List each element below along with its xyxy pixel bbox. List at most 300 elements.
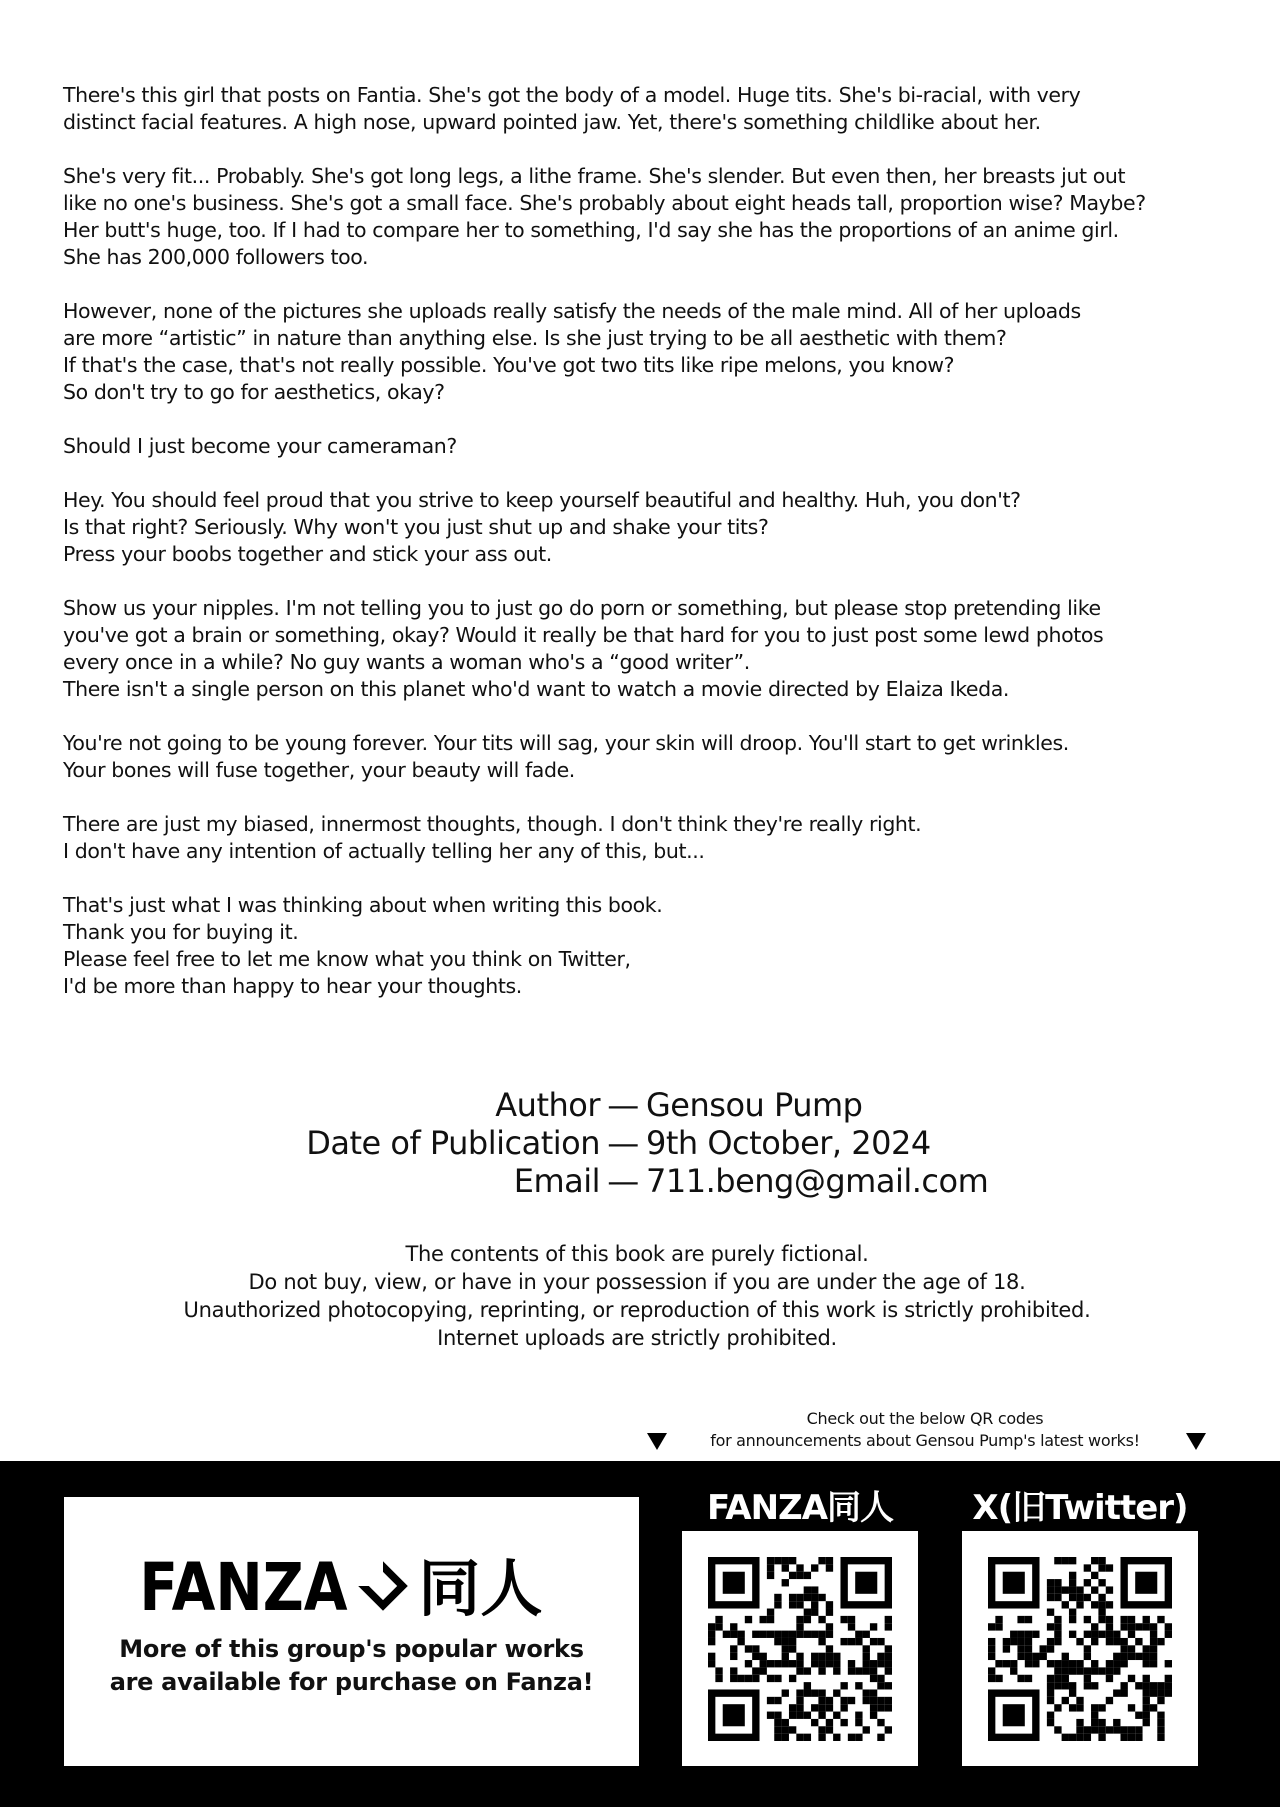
credit-date (0, 1124, 1280, 1162)
qr-module (855, 1712, 862, 1719)
text-line: There's this girl that posts on Fantia. She's got the body of a model. Huge tits. She's bi-racial, with very (63, 83, 1081, 107)
qr-module (782, 1579, 789, 1586)
qr-module (804, 1682, 811, 1689)
qr-module (1098, 1719, 1105, 1726)
qr-module (789, 1675, 796, 1682)
qr-module (789, 1572, 796, 1579)
qr-module (1025, 1675, 1032, 1682)
credit-label: Date of Publication (306, 1124, 600, 1162)
qr-module (1150, 1689, 1157, 1696)
qr-module (1150, 1682, 1157, 1689)
qr-module (1150, 1638, 1157, 1645)
credit-value: 711.beng@gmail.com (646, 1162, 989, 1200)
qr-module (1084, 1594, 1091, 1601)
credit-email (0, 1162, 1280, 1200)
qr-module (1010, 1631, 1017, 1638)
qr-module (1128, 1631, 1135, 1638)
qr-note-line: for announcements about Gensou Pump's latest works! (710, 1431, 1140, 1450)
text-line: Is that right? Seriously. Why won't you just shut up and shake your tits? (63, 515, 769, 539)
qr-module (826, 1609, 833, 1616)
qr-module (1054, 1616, 1061, 1623)
qr-code-fanza[interactable] (682, 1531, 918, 1766)
qr-module (885, 1667, 892, 1674)
text-line: Press your boobs together and stick your ass out. (63, 542, 552, 566)
qr-module (782, 1631, 789, 1638)
qr-module (1106, 1667, 1113, 1674)
qr-module (1150, 1623, 1157, 1630)
qr-module (1135, 1712, 1142, 1719)
qr-module (774, 1557, 781, 1564)
qr-module (1054, 1586, 1061, 1593)
qr-module (774, 1712, 781, 1719)
qr-module (848, 1638, 855, 1645)
qr-module (752, 1667, 759, 1674)
qr-module (811, 1586, 818, 1593)
qr-module (870, 1660, 877, 1667)
qr-module (715, 1675, 722, 1682)
qr-module (811, 1594, 818, 1601)
qr-module (708, 1653, 715, 1660)
qr-module (1098, 1579, 1105, 1586)
text-line: Show us your nipples. I'm not telling you to just go do porn or something, but please stop pretending like (63, 596, 1101, 620)
qr-module (1084, 1675, 1091, 1682)
qr-module (1084, 1616, 1091, 1623)
qr-module (1069, 1616, 1076, 1623)
qr-module (1120, 1653, 1127, 1660)
paragraph (63, 730, 1243, 784)
qr-module (1047, 1638, 1054, 1645)
qr-module (811, 1660, 818, 1667)
qr-module (855, 1631, 862, 1638)
qr-module (1062, 1682, 1069, 1689)
qr-module (1084, 1631, 1091, 1638)
qr-module (1017, 1675, 1024, 1682)
qr-module (804, 1594, 811, 1601)
qr-module (1054, 1623, 1061, 1630)
qr-module (1150, 1653, 1157, 1660)
qr-module (1143, 1660, 1150, 1667)
paragraph (63, 811, 1243, 865)
qr-module (1113, 1660, 1120, 1667)
qr-module (1106, 1697, 1113, 1704)
qr-module (1120, 1726, 1127, 1733)
qr-module (1069, 1572, 1076, 1579)
qr-module (1165, 1631, 1172, 1638)
qr-module (1157, 1719, 1164, 1726)
qr-module (1091, 1719, 1098, 1726)
qr-module (885, 1623, 892, 1630)
qr-module (1098, 1601, 1105, 1608)
qr-module (1025, 1616, 1032, 1623)
qr-module (1113, 1638, 1120, 1645)
qr-module (708, 1623, 715, 1630)
qr-module (774, 1719, 781, 1726)
qr-module (1128, 1675, 1135, 1682)
qr-module (1128, 1704, 1135, 1711)
qr-module (796, 1572, 803, 1579)
qr-module (1098, 1609, 1105, 1616)
qr-module (1098, 1631, 1105, 1638)
text-line: distinct facial features. A high nose, upward pointed jaw. Yet, there's something childlike about her. (63, 110, 1041, 134)
qr-module (1069, 1689, 1076, 1696)
qr-module (1084, 1579, 1091, 1586)
paragraph (63, 298, 1243, 406)
qr-module (826, 1623, 833, 1630)
qr-module (840, 1719, 847, 1726)
qr-module (826, 1645, 833, 1652)
qr-module (1003, 1638, 1010, 1645)
qr-module (1113, 1667, 1120, 1674)
qr-module (1069, 1609, 1076, 1616)
qr-module (804, 1586, 811, 1593)
qr-note (680, 1408, 1170, 1452)
credits (0, 1086, 1280, 1200)
qr-module (1113, 1726, 1120, 1733)
qr-module (848, 1616, 855, 1623)
qr-module (1120, 1645, 1127, 1652)
qr-module (1076, 1660, 1083, 1667)
qr-module (855, 1682, 862, 1689)
text-line: every once in a while? No guy wants a woman who's a “good writer”. (63, 650, 750, 674)
qr-module (818, 1704, 825, 1711)
qr-module (877, 1719, 884, 1726)
qr-module (745, 1616, 752, 1623)
qr-module (811, 1689, 818, 1696)
qr-module (811, 1704, 818, 1711)
qr-module (855, 1719, 862, 1726)
qr-module (1047, 1719, 1054, 1726)
qr-module (1091, 1682, 1098, 1689)
qr-module (826, 1631, 833, 1638)
qr-module (1084, 1682, 1091, 1689)
qr-module (826, 1601, 833, 1608)
qr-module (818, 1660, 825, 1667)
qr-module (760, 1631, 767, 1638)
qr-module (840, 1682, 847, 1689)
svg-text:同人: 同人 (417, 1555, 542, 1617)
qr-module (752, 1653, 759, 1660)
qr-module (1091, 1572, 1098, 1579)
qr-module (870, 1667, 877, 1674)
qr-module (737, 1638, 744, 1645)
text-line: you've got a brain or something, okay? Would it really be that hard for you to just post some lewd photos (63, 623, 1104, 647)
qr-module (1106, 1660, 1113, 1667)
qr-module (796, 1564, 803, 1571)
credit-author (0, 1086, 1280, 1124)
qr-module (1076, 1594, 1083, 1601)
qr-module (1047, 1586, 1054, 1593)
qr-module (745, 1660, 752, 1667)
qr-module (767, 1564, 774, 1571)
svg-text:FANZA: FANZA (138, 1555, 348, 1617)
qr-module (1120, 1682, 1127, 1689)
qr-module (1098, 1616, 1105, 1623)
qr-module (804, 1712, 811, 1719)
qr-module (730, 1653, 737, 1660)
text-line: I'd be more than happy to hear your thoughts. (63, 974, 522, 998)
qr-module (840, 1697, 847, 1704)
qr-module (774, 1594, 781, 1601)
qr-module (877, 1704, 884, 1711)
qr-module (1069, 1557, 1076, 1564)
qr-module (774, 1726, 781, 1733)
qr-module (1135, 1682, 1142, 1689)
qr-module (877, 1653, 884, 1660)
qr-module (1025, 1645, 1032, 1652)
text-line: There are just my biased, innermost thoughts, though. I don't think they're really right. (63, 812, 922, 836)
promo-line: are available for purchase on Fanza! (109, 1668, 594, 1696)
qr-module (848, 1660, 855, 1667)
qr-module (885, 1726, 892, 1733)
qr-module (730, 1667, 737, 1674)
qr-module (1106, 1726, 1113, 1733)
fanza-promo-box (64, 1497, 639, 1766)
qr-module (863, 1667, 870, 1674)
qr-module (811, 1564, 818, 1571)
qr-module (877, 1734, 884, 1741)
qr-module (1054, 1660, 1061, 1667)
qr-module (1106, 1586, 1113, 1593)
qr-module (782, 1734, 789, 1741)
qr-module (1157, 1697, 1164, 1704)
qr-module (1128, 1726, 1135, 1733)
qr-module (1120, 1623, 1127, 1630)
qr-module (885, 1697, 892, 1704)
qr-module (1047, 1645, 1054, 1652)
disclaimer-line: Unauthorized photocopying, reprinting, or reproduction of this work is strictly prohibited. (183, 1298, 1091, 1322)
qr-module (863, 1653, 870, 1660)
qr-module (1143, 1697, 1150, 1704)
qr-module (1003, 1660, 1010, 1667)
qr-module (1025, 1653, 1032, 1660)
qr-code-image (708, 1557, 892, 1741)
qr-module (826, 1653, 833, 1660)
qr-module (811, 1719, 818, 1726)
qr-module (1062, 1601, 1069, 1608)
qr-module (1098, 1726, 1105, 1733)
qr-module (1054, 1557, 1061, 1564)
qr-module (870, 1638, 877, 1645)
down-triangle-icon (1186, 1433, 1206, 1450)
qr-module (1113, 1653, 1120, 1660)
qr-module (1017, 1653, 1024, 1660)
down-triangle-icon (647, 1433, 667, 1450)
qr-module (1062, 1557, 1069, 1564)
qr-module (782, 1557, 789, 1564)
qr-module (1069, 1631, 1076, 1638)
qr-module (1091, 1586, 1098, 1593)
qr-module (782, 1726, 789, 1733)
qr-module (988, 1653, 995, 1660)
qr-module (1113, 1719, 1120, 1726)
qr-module (1120, 1734, 1127, 1741)
disclaimer-line: Do not buy, view, or have in your possession if you are under the age of 18. (248, 1270, 1026, 1294)
qr-module (804, 1631, 811, 1638)
qr-module (796, 1631, 803, 1638)
qr-module (1157, 1734, 1164, 1741)
qr-module (1091, 1631, 1098, 1638)
qr-module (1106, 1638, 1113, 1645)
qr-module (818, 1557, 825, 1564)
qr-module (796, 1667, 803, 1674)
qr-module (796, 1653, 803, 1660)
qr-module (1091, 1660, 1098, 1667)
qr-code-twitter[interactable] (962, 1531, 1198, 1766)
qr-module (796, 1623, 803, 1630)
qr-module (833, 1689, 840, 1696)
qr-module (1106, 1623, 1113, 1630)
qr-module (789, 1660, 796, 1667)
qr-module (826, 1660, 833, 1667)
qr-module (1076, 1726, 1083, 1733)
qr-module (1025, 1631, 1032, 1638)
qr-module (723, 1631, 730, 1638)
qr-module (1069, 1667, 1076, 1674)
text-line: So don't try to go for aesthetics, okay? (63, 380, 445, 404)
credit-value: Gensou Pump (646, 1086, 863, 1124)
credit-value: 9th October, 2024 (646, 1124, 931, 1162)
qr-module (767, 1616, 774, 1623)
qr-module (826, 1704, 833, 1711)
qr-module (774, 1675, 781, 1682)
qr-module (1143, 1682, 1150, 1689)
qr-module (870, 1675, 877, 1682)
qr-module (1069, 1594, 1076, 1601)
qr-module (1143, 1712, 1150, 1719)
qr-module (818, 1726, 825, 1733)
qr-module (1098, 1667, 1105, 1674)
qr-module (1062, 1697, 1069, 1704)
qr-module (1143, 1653, 1150, 1660)
qr-module (818, 1594, 825, 1601)
qr-module (848, 1697, 855, 1704)
qr-module (833, 1653, 840, 1660)
fanza-doujin-logo (117, 1555, 587, 1617)
qr-module (1143, 1623, 1150, 1630)
qr-module (760, 1653, 767, 1660)
qr-module (1032, 1660, 1039, 1667)
qr-module (1047, 1609, 1054, 1616)
qr-module (1084, 1726, 1091, 1733)
qr-module (1143, 1719, 1150, 1726)
qr-module (818, 1616, 825, 1623)
qr-module (1054, 1638, 1061, 1645)
qr-module (1084, 1564, 1091, 1571)
qr-module (730, 1645, 737, 1652)
qr-module (877, 1697, 884, 1704)
qr-module (1091, 1704, 1098, 1711)
qr-module (1143, 1689, 1150, 1696)
qr-module (1047, 1675, 1054, 1682)
qr-module (767, 1697, 774, 1704)
qr-module (811, 1631, 818, 1638)
qr-module (855, 1572, 877, 1594)
qr-module (1025, 1660, 1032, 1667)
text-line: Thank you for buying it. (63, 920, 299, 944)
qr-module (1157, 1638, 1164, 1645)
qr-module (1047, 1712, 1054, 1719)
qr-module (767, 1631, 774, 1638)
qr-module (715, 1667, 722, 1674)
qr-module (1069, 1586, 1076, 1593)
qr-module (782, 1653, 789, 1660)
qr-module (1076, 1734, 1083, 1741)
qr-module (789, 1704, 796, 1711)
qr-module (863, 1697, 870, 1704)
qr-module (782, 1660, 789, 1667)
qr-module (1150, 1660, 1157, 1667)
qr-module (885, 1660, 892, 1667)
qr-module (1143, 1645, 1150, 1652)
qr-module (774, 1697, 781, 1704)
qr-module (995, 1616, 1002, 1623)
qr-module (1010, 1660, 1017, 1667)
qr-module (1135, 1638, 1142, 1645)
qr-module (863, 1660, 870, 1667)
qr-module (848, 1667, 855, 1674)
qr-module (870, 1697, 877, 1704)
qr-module (826, 1697, 833, 1704)
qr-module (1069, 1682, 1076, 1689)
qr-module (767, 1557, 774, 1564)
qr-module (1135, 1734, 1142, 1741)
qr-module (708, 1631, 715, 1638)
qr-module (818, 1653, 825, 1660)
qr-module (708, 1660, 715, 1667)
qr-module (730, 1675, 737, 1682)
qr-module (1017, 1616, 1024, 1623)
qr-module (1076, 1697, 1083, 1704)
text-line: However, none of the pictures she uploads really satisfy the needs of the male mind. All of her uploads (63, 299, 1081, 323)
qr-module (789, 1726, 796, 1733)
qr-module (1069, 1704, 1076, 1711)
qr-module (863, 1689, 870, 1696)
disclaimer-line: The contents of this book are purely fictional. (405, 1242, 869, 1266)
qr-module (782, 1645, 789, 1652)
qr-module (1150, 1704, 1157, 1711)
qr-module (885, 1616, 892, 1623)
credit-dash: — (607, 1124, 639, 1162)
qr-module (1047, 1697, 1054, 1704)
qr-module (833, 1667, 840, 1674)
qr-module (818, 1712, 825, 1719)
qr-module (1047, 1579, 1054, 1586)
qr-module (885, 1704, 892, 1711)
qr-module (1062, 1586, 1069, 1593)
qr-module (870, 1712, 877, 1719)
qr-module (715, 1616, 722, 1623)
qr-module (1047, 1623, 1054, 1630)
text-line: She's very fit... Probably. She's got long legs, a lithe frame. She's slender. But even then, her breasts jut out (63, 164, 1126, 188)
qr-module (774, 1601, 781, 1608)
qr-module (855, 1734, 862, 1741)
qr-module (1047, 1689, 1054, 1696)
paragraph (63, 163, 1243, 271)
qr-module (767, 1712, 774, 1719)
qr-module (1017, 1645, 1024, 1652)
qr-module (1098, 1734, 1105, 1741)
qr-module (1054, 1594, 1061, 1601)
qr-module (877, 1638, 884, 1645)
qr-module (1069, 1579, 1076, 1586)
qr-module (1040, 1653, 1047, 1660)
qr-module (988, 1667, 995, 1674)
qr-module (789, 1712, 796, 1719)
qr-module (782, 1564, 789, 1571)
qr-module (796, 1660, 803, 1667)
credit-dash: — (607, 1162, 639, 1200)
qr-module (804, 1572, 811, 1579)
